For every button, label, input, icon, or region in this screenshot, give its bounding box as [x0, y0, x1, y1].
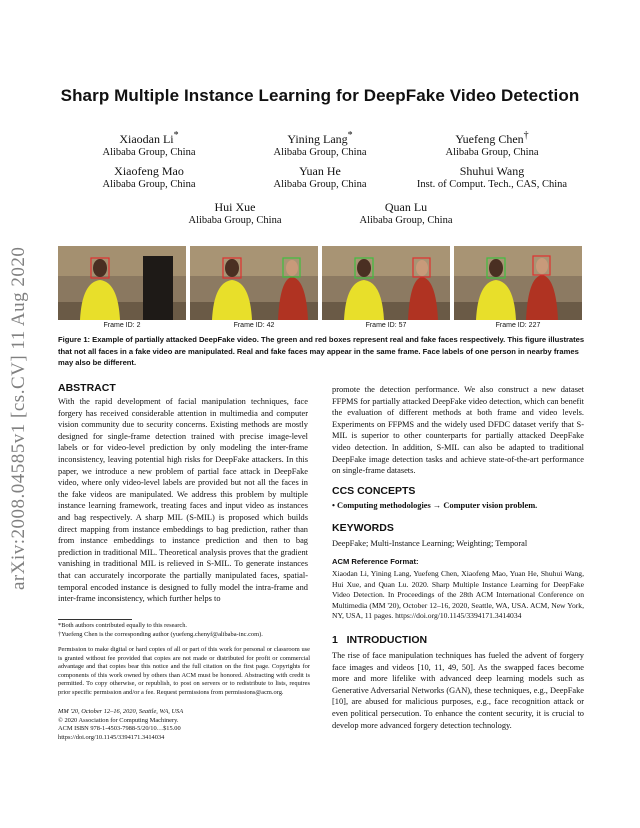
figure-caption: Figure 1: Example of partially attacked DeepFake video. The green and red boxes represent real and fake faces respectively. This figure illustrates that not all faces in a fake video are manipulated. Real and fake faces may appear in the same frame. Face labels of one person in nearby frames may also be different. [58, 335, 585, 367]
author-block [397, 164, 587, 192]
author-affiliation: Alibaba Group, China [102, 147, 196, 158]
video-frame-4 [454, 246, 582, 320]
footnote: †Yuefeng Chen is the corresponding author (yuefeng.chenyf@alibaba-inc.com). [58, 630, 263, 638]
author-affiliation: Inst. of Comput. Tech., CAS, China [416, 179, 568, 190]
author-mark: * [347, 130, 353, 141]
frame-id-label: Frame ID: 57 [365, 322, 407, 329]
intro-text: The rise of face manipulation techniques has fueled the advent of forgery face images and videos [10, 11, 49, 50]. As the swapped faces become more and more lifelike with advanced deep learning models such as Generative Adversarial Networks (GAN), these techniques, e.g., DeepFake [10], are abused for malicious purposes, e.g., face recognition attack or even political persecution. To enhance the content security, it is crucial to develop more advanced forgery detection technology. [332, 651, 584, 730]
footnote: *Both authors contributed equally to this research. [58, 622, 188, 629]
venue-line: MM '20, October 12–16, 2020, Seattle, WA, USA [58, 708, 184, 715]
author-name: Yuan He [299, 164, 341, 178]
venue-info [58, 708, 310, 742]
frame-id-label: Frame ID: 227 [495, 322, 541, 329]
author-name: Yining Lang [287, 132, 348, 146]
video-frame-1 [58, 246, 186, 320]
reference-heading: ACM Reference Format: [332, 557, 419, 566]
author-name: Yuefeng Chen [455, 132, 524, 146]
section-title: INTRODUCTION [346, 634, 428, 646]
frame-id-label: Frame ID: 42 [233, 322, 275, 329]
author-name: Hui Xue [214, 200, 256, 214]
section-number: 1 [332, 634, 338, 646]
author-name: Quan Lu [384, 200, 428, 214]
abstract-text: With the rapid development of facial manipulation techniques, face forgery has received considerable attention in multimedia and computer vision community due to security concerns. Existing methods are mostly designed for single-frame detection trained with precise image-level labels or for video-level prediction by only modeling the inter-frame inconsistency, leaving potential high risks for DeepFake attackers. In this paper, we introduce a new problem of partial face attack in DeepFake video, where only video-level labels are provided but not all the faces in the fake videos are manipulated. We address this problem by multiple instance learning framework, treating faces and input video as instances and bag respectively. A sharp MIL (S-MIL) is proposed which builds direct mapping from instance embeddings to bag prediction, rather than from instance embeddings to instance prediction and then to bag prediction in traditional MIL. Theoretical analysis proves that the gradient vanishing in traditional MIL is relieved in S-MIL. To generate instances that can accurately incorporate the partially manipulated faces, spatial-temporal encoded instance is designed to fully model the intra-frame and inter-frame inconsistency, which further helps to [58, 397, 308, 604]
reference-text: Xiaodan Li, Yining Lang, Yuefeng Chen, Xiaofeng Mao, Yuan He, Shuhui Wang, Hui Xue, and Quan Lu. 2020. Sharp Multiple Instance Learning for DeepFake Video Detection. In Proceedings of the 28th ACM International Conference on Multimedia (MM '20), October 12–16, 2020, Seattle, WA, USA. ACM, New York, NY, USA, 11 pages. https://doi.org/10.1145/3394171.3414034 [332, 569, 584, 621]
author-name: Shuhui Wang [459, 164, 525, 178]
ccs-heading: CCS CONCEPTS [332, 485, 416, 497]
author-name: Xiaofeng Mao [114, 164, 184, 178]
abstract-heading: ABSTRACT [58, 382, 116, 394]
keywords-heading: KEYWORDS [332, 522, 394, 534]
venue-line: ACM ISBN 978-1-4503-7988-5/20/10…$15.00 [58, 725, 181, 733]
ccs-item: • Computing methodologies → Computer vision problem. [332, 501, 538, 510]
arxiv-stamp: arXiv:2008.04585v1 [cs.CV] 11 Aug 2020 [8, 246, 29, 590]
keywords-text: DeepFake; Multi-Instance Learning; Weighting; Temporal [332, 539, 528, 548]
author-name: Xiaodan Li [119, 132, 174, 146]
author-mark: * [173, 130, 179, 141]
author-block [321, 200, 491, 228]
author-affiliation: Alibaba Group, China [445, 147, 539, 158]
paper-title: Sharp Multiple Instance Learning for DeepFake Video Detection [60, 86, 580, 105]
intro-heading [332, 634, 427, 646]
author-mark: † [523, 130, 529, 141]
author-affiliation: Alibaba Group, China [188, 215, 282, 226]
author-block [150, 200, 320, 228]
author-block [64, 129, 234, 160]
abstract-continued: promote the detection performance. We also construct a new dataset FFPMS for partially attacked DeepFake video detection, which can benefit the evaluation of different methods at both frame and video levels. Experiments on FFPMS and the widely used DFDC dataset verify that S-MIL is superior to other counterparts for partially attacked DeepFake video detection. In addition, S-MIL can also be adapted to traditional DeepFake image detection tasks and achieve state-of-the-art performance on single-frame datasets. [332, 385, 584, 476]
author-affiliation: Alibaba Group, China [102, 179, 196, 190]
author-block [235, 129, 405, 160]
author-affiliation: Alibaba Group, China [273, 179, 367, 190]
footnote-rule [58, 619, 132, 620]
video-frame-2 [190, 246, 318, 320]
frame-id-label: Frame ID: 2 [103, 322, 141, 329]
footnotes [58, 622, 310, 639]
venue-line: © 2020 Association for Computing Machinery. [58, 716, 179, 724]
author-affiliation: Alibaba Group, China [359, 215, 453, 226]
author-block [407, 129, 577, 160]
author-affiliation: Alibaba Group, China [273, 147, 367, 158]
author-block [64, 164, 234, 192]
permission-notice: Permission to make digital or hard copies of all or part of this work for personal or classroom use is granted without fee provided that copies are not made or distributed for profit or commercial advantage and that copies bear this notice and the full citation on the first page. Copyrights for components of this work owned by others than ACM must be honored. Abstracting with credit is permitted. To copy otherwise, or republish, to post on servers or to redistribute to lists, requires prior specific permission and/or a fee. Request permissions from permissions@acm.org. [58, 646, 310, 696]
author-block [235, 164, 405, 192]
doi-link[interactable]: https://doi.org/10.1145/3394171.3414034 [58, 733, 165, 741]
video-frame-3 [322, 246, 450, 320]
